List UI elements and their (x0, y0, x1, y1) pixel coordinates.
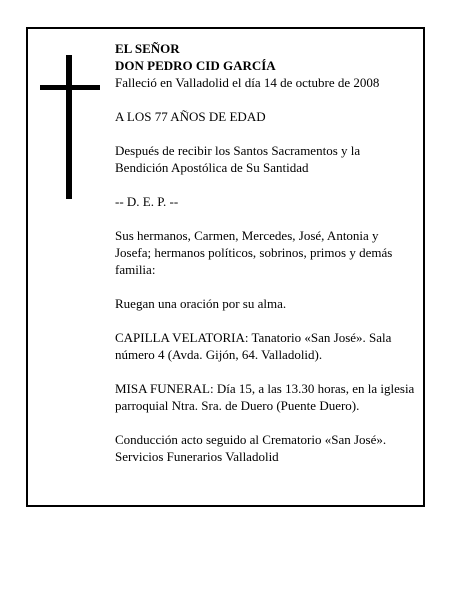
age-statement: A LOS 77 AÑOS DE EDAD (115, 109, 266, 124)
mass-info: MISA FUNERAL: Día 15, a las 13.30 horas, en la iglesia parroquial Ntra. Sra. de Duero (Puente Duero). (115, 381, 415, 413)
rip-line: -- D. E. P. -- (115, 194, 179, 209)
sacraments-statement: Después de recibir los Santos Sacramentos y la Bendición Apostólica de Su Santidad (115, 143, 361, 175)
family-statement: Sus hermanos, Carmen, Mercedes, José, Antonia y Josefa; hermanos políticos, sobrinos, primos y demás familia: (115, 228, 393, 277)
obituary-frame (26, 27, 425, 507)
deceased-name: DON PEDRO CID GARCÍA (115, 58, 276, 73)
title-line-1: EL SEÑOR (115, 41, 180, 56)
transfer-info: Conducción acto seguido al Crematorio «San José». (115, 432, 387, 447)
cross-vertical-bar (66, 55, 72, 199)
chapel-info: CAPILLA VELATORIA: Tanatorio «San José». Sala número 4 (Avda. Gijón, 64. Valladolid). (115, 330, 392, 362)
death-statement: Falleció en Valladolid el día 14 de octubre de 2008 (115, 75, 380, 90)
cross-icon (40, 55, 100, 199)
cross-horizontal-bar (40, 85, 100, 90)
prayer-request: Ruegan una oración por su alma. (115, 296, 287, 311)
obituary-text (115, 40, 415, 465)
funeral-services: Servicios Funerarios Valladolid (115, 449, 279, 464)
